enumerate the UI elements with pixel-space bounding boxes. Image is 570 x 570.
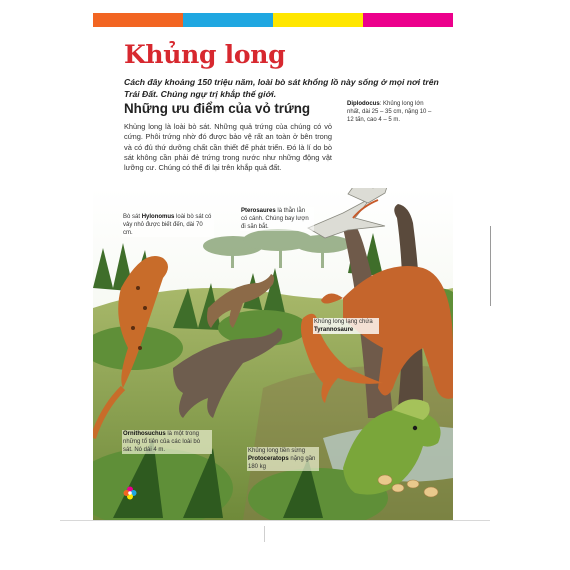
stripe-orange [93,13,183,27]
page-fold-line [490,226,491,306]
caption-diplodocus-name: Diplodocus [347,101,380,107]
caption-ornithosuchus [122,430,212,454]
section-heading: Những ưu điểm của vỏ trứng [124,101,311,116]
page-title: Khủng long [124,40,286,69]
caption-tyrannosaure-name: Tyrannosaure [314,327,354,333]
caption-protoceratops-text: nặng gần 180 kg [248,456,316,470]
stripe-blue [183,13,273,27]
caption-pterosaurs-text: là thằn lằn có cánh. Chúng bay lượn đi săn bắt. [241,208,309,230]
stripe-magenta [363,13,453,27]
caption-diplodocus [346,100,433,124]
caption-ornithosuchus-name: Ornithosuchus [123,431,166,437]
caption-tyrannosaure [313,318,379,334]
caption-hylonomus-name: Hylonomus [141,214,175,220]
body-paragraph: Khủng long là loài bò sát. Những quả trứng của chúng có vỏ cứng. Phôi trứng nhờ đó được bảo vệ rất an toàn ở bên trong và có đủ thứ dưỡng chất cần thiết để phát triển. Đó là lí do bò sát không cần phải đẻ trứng trong nước như những động vật lưỡng cư. Chúng có thể đi lại trên khắp quả đất. [124,122,332,173]
page-bottom-tick [264,526,265,542]
caption-hylonomus [122,213,214,237]
caption-hylonomus-text: loài bò sát có vảy nhỏ được biết đến, dài 70 cm. [123,214,212,236]
caption-pterosaurs-name: Pterosaures [241,208,276,214]
intro-text: Cách đây khoảng 150 triệu năm, loài bò sát khổng lồ này sống ở mọi nơi trên Trái Đất. Chúng ngự trị khắp thế giới. [124,77,439,99]
caption-tyrannosaure-prefix: Khủng long lạng chứa [314,319,373,325]
stripe-yellow [273,13,363,27]
caption-pterosaurs [240,207,314,231]
caption-protoceratops-name: Protoceratops [248,456,289,462]
caption-diplodocus-text: : Khủng long lớn nhất, dài 25 – 35 cm, nặng 10 – 12 tấn, cao 4 – 5 m. [347,101,432,123]
caption-hylonomus-prefix: Bò sát [123,214,142,220]
page-bottom-edge [60,520,490,521]
caption-protoceratops [247,447,319,471]
caption-ornithosuchus-text: là một trong những tổ tiên của các loài bò sát. Nó dài 4 m. [123,431,201,453]
color-stripe [93,13,453,27]
caption-protoceratops-prefix: Khủng long tiền sừng [248,448,306,454]
flower-icon [123,486,137,500]
